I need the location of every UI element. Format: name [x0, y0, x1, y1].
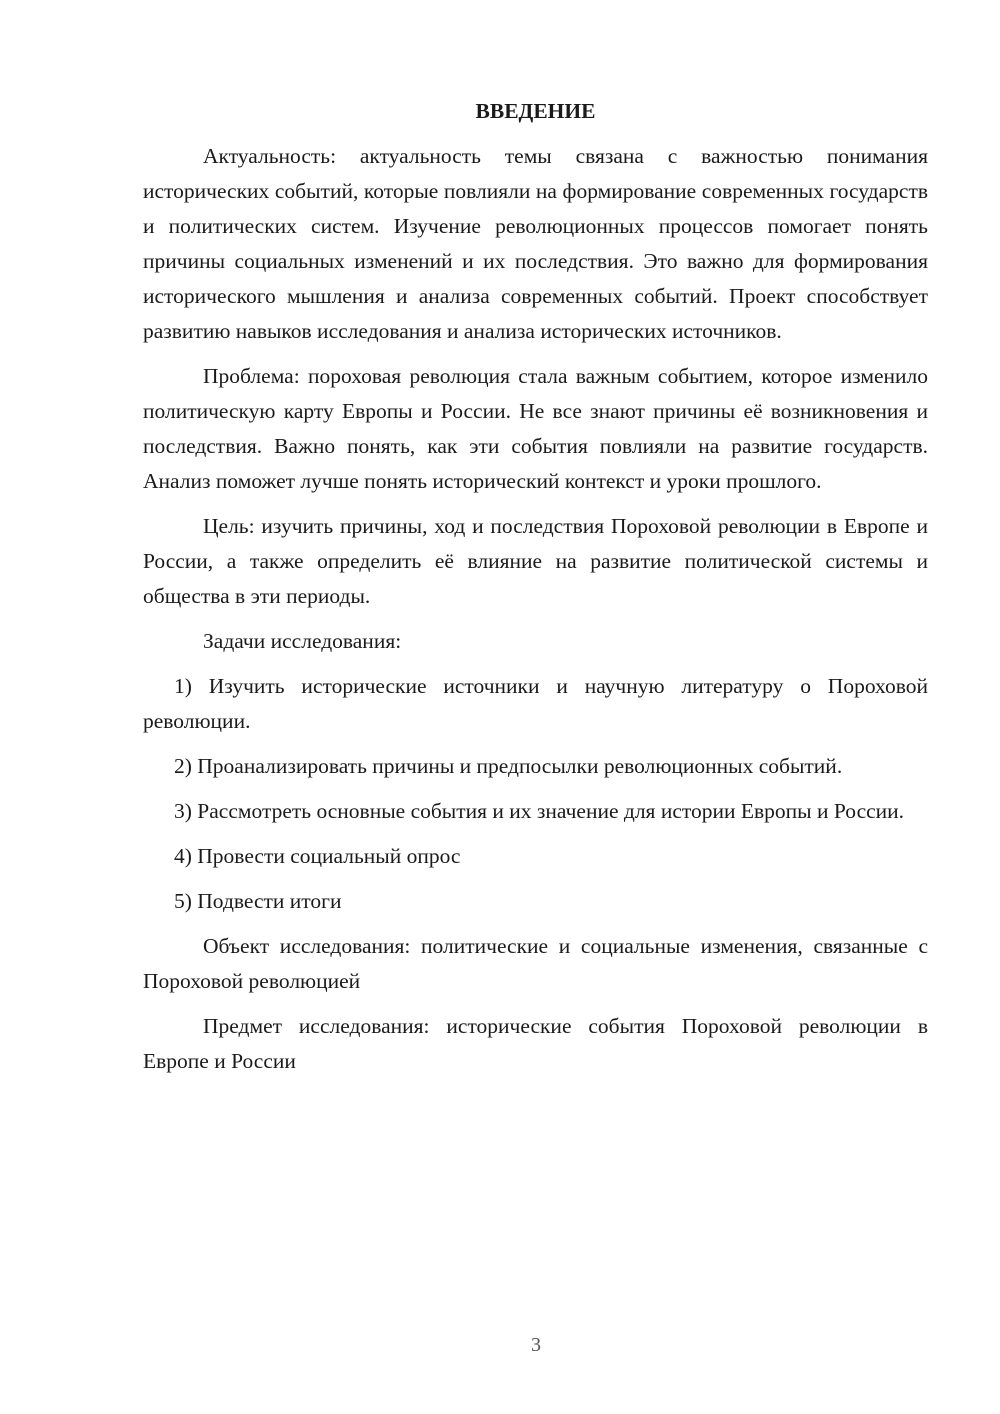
goal-paragraph: Цель: изучить причины, ход и последствия Пороховой революции в Европе и России, а также определить её влияние на развитие политической системы и общества в эти периоды. — [143, 514, 928, 608]
relevance-paragraph: Актуальность: актуальность темы связана с важностью понимания исторических событий, которые повлияли на формирование современных государств и политических систем. Изучение революционных процессов помогает понять причины социальных изменений и их последствия. Это важно для формирования исторического мышления и анализа современных событий. Проект способствует развитию навыков исследования и анализа исторических источников. — [143, 144, 928, 343]
task-item: 4) Провести социальный опрос — [174, 844, 461, 868]
object-paragraph: Объект исследования: политические и социальные изменения, связанные с Пороховой революцией — [143, 934, 928, 993]
task-item: 5) Подвести итоги — [174, 889, 342, 913]
document-page — [143, 95, 928, 1089]
subject-paragraph: Предмет исследования: исторические события Пороховой революции в Европе и России — [143, 1014, 928, 1073]
page-number: 3 — [531, 1334, 541, 1356]
task-item: 1) Изучить исторические источники и научную литературу о Пороховой революции. — [143, 674, 928, 733]
problem-paragraph: Проблема: пороховая революция стала важным событием, которое изменило политическую карту Европы и России. Не все знают причины её возникновения и последствия. Важно понять, как эти события повлияли на развитие государств. Анализ поможет лучше понять исторический контекст и уроки прошлого. — [143, 364, 928, 493]
task-item: 3) Рассмотреть основные события и их значение для истории Европы и России. — [174, 799, 905, 823]
tasks-heading: Задачи исследования: — [203, 629, 402, 653]
task-item: 2) Проанализировать причины и предпосылки революционных событий. — [174, 754, 843, 778]
page-title: ВВЕДЕНИЕ — [475, 99, 596, 123]
